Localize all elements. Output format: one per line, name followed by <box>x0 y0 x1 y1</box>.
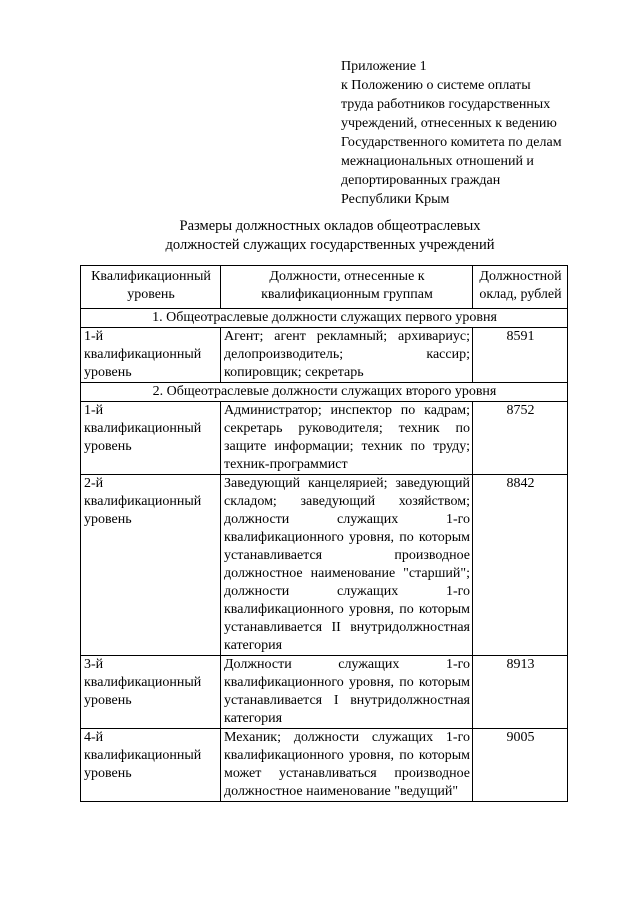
section-title: 1. Общеотраслевые должности служащих первого уровня <box>81 309 568 328</box>
level-cell: 2-й квалификационный уровень <box>81 475 221 656</box>
appendix-line: труда работников государственных <box>341 97 551 112</box>
salary-cell: 8752 <box>473 402 568 475</box>
table-row <box>81 729 568 802</box>
appendix-line: межнациональных отношений и <box>341 154 534 169</box>
appendix-header <box>341 57 621 209</box>
table-row <box>81 475 568 656</box>
salary-cell: 8591 <box>473 328 568 383</box>
appendix-line: Государственного комитета по делам <box>341 135 562 150</box>
appendix-line: к Положению о системе оплаты <box>341 78 531 93</box>
section-title: 2. Общеотраслевые должности служащих второго уровня <box>81 383 568 402</box>
positions-cell: Администратор; инспектор по кадрам; секретарь руководителя; техник по защите информации; техник по труду; техник-программист <box>221 402 473 475</box>
title-line-2: должностей служащих государственных учреждений <box>165 237 495 253</box>
salary-table <box>80 265 568 802</box>
positions-cell: Механик; должности служащих 1-го квалификационного уровня, по которым может устанавливаться производное должностное наименование "ведущий" <box>221 729 473 802</box>
header-salary: Должностной оклад, рублей <box>473 266 568 309</box>
header-positions: Должности, отнесенные к квалификационным группам <box>221 266 473 309</box>
table-row <box>81 656 568 729</box>
salary-cell: 8913 <box>473 656 568 729</box>
salary-cell: 8842 <box>473 475 568 656</box>
section-row <box>81 383 568 402</box>
level-cell: 1-й квалификационный уровень <box>81 402 221 475</box>
appendix-line: депортированных граждан <box>341 173 501 188</box>
positions-cell: Агент; агент рекламный; архивариус; делопроизводитель; кассир; копировщик; секретарь <box>221 328 473 383</box>
appendix-line: Республики Крым <box>341 192 450 207</box>
appendix-line: Приложение 1 <box>341 59 427 74</box>
table-row <box>81 328 568 383</box>
table-header-row <box>81 266 568 309</box>
document-title <box>80 217 580 255</box>
level-cell: 3-й квалификационный уровень <box>81 656 221 729</box>
salary-cell: 9005 <box>473 729 568 802</box>
positions-cell: Должности служащих 1-го квалификационного уровня, по которым устанавливается I внутридолжностная категория <box>221 656 473 729</box>
level-cell: 1-й квалификационный уровень <box>81 328 221 383</box>
positions-cell: Заведующий канцелярией; заведующий складом; заведующий хозяйством; должности служащих 1-го квалификационного уровня, по которым устанавливается производное должностное наименование "старший"; должности служащих 1-го квалификационного уровня, по которым устанавливается II внутридолжностная категория <box>221 475 473 656</box>
table-row <box>81 402 568 475</box>
appendix-line: учреждений, отнесенных к ведению <box>341 116 557 131</box>
title-line-1: Размеры должностных окладов общеотраслевых <box>179 218 481 234</box>
level-cell: 4-й квалификационный уровень <box>81 729 221 802</box>
section-row <box>81 309 568 328</box>
header-level: Квалификационный уровень <box>81 266 221 309</box>
